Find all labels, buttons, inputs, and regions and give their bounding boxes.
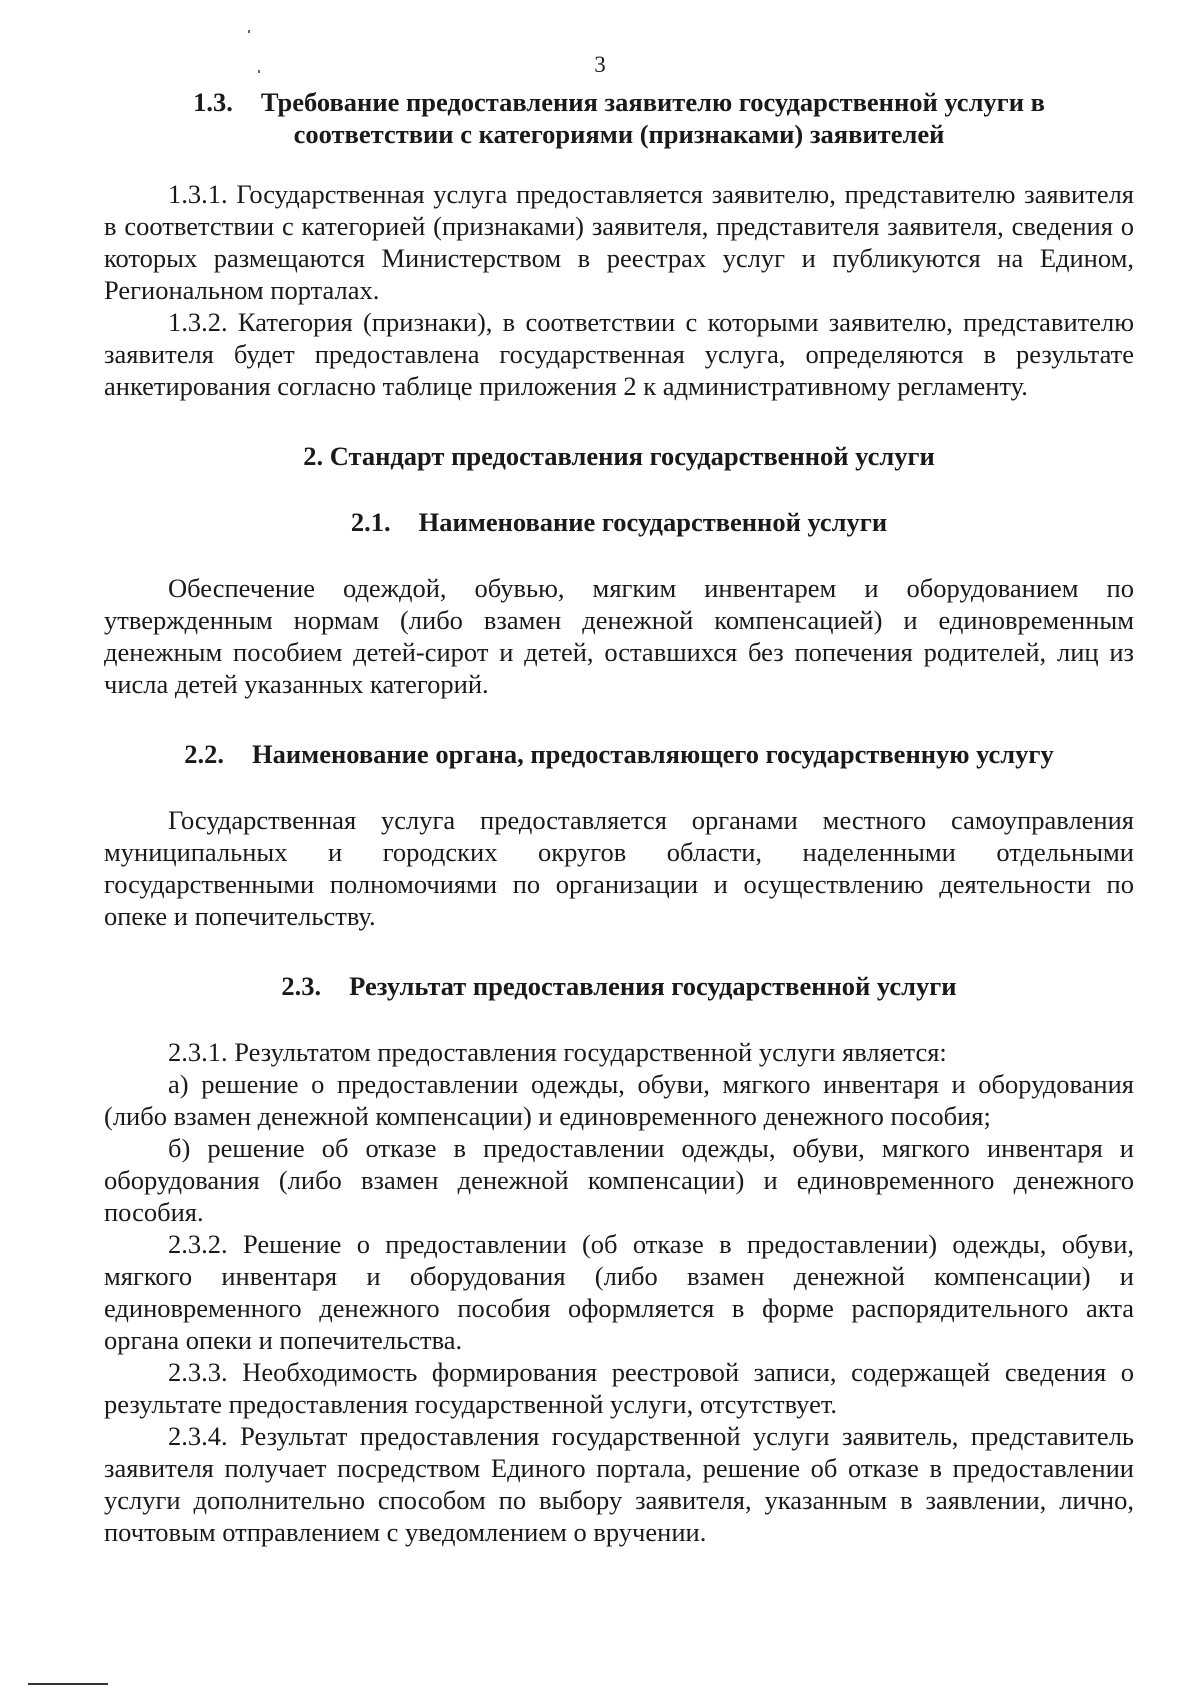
document-body [104, 86, 1134, 1548]
paragraph-1-3-2: 1.3.2. Категория (признаки), в соответствии с которыми заявителю, представителю заявителя будет предоставлена государственная услуга, определяются в результате анкетирования согласно таблице приложения 2 к административному регламенту. [104, 307, 1134, 401]
heading-2-3-number: 2.3. [281, 971, 322, 1001]
heading-1-3 [104, 86, 1134, 150]
paragraph-2-3-1: 2.3.1. Результатом предоставления государственной услуги является: [168, 1037, 947, 1067]
scan-edge-mark [28, 1683, 108, 1685]
paragraph-2-2: Государственная услуга предоставляется органами местного самоуправления муниципальных и городских округов области, наделенными отдельными государственными полномочиями по организации и осуществлению деятельности по опеке и попечительству. [104, 805, 1134, 931]
heading-2-3-title: Результат предоставления государственной услуги [349, 971, 957, 1001]
paragraph-1-3-1: 1.3.1. Государственная услуга предоставляется заявителю, представителю заявителя в соответствии с категорией (признаками) заявителя, представителя заявителя, сведения о которых размещаются Министерством в реестрах услуг и публикуются на Едином, Региональном порталах. [104, 179, 1134, 305]
paragraph-2-3-3: 2.3.3. Необходимость формирования реестровой записи, содержащей сведения о результате предоставления государственной услуги, отсутствует. [104, 1357, 1134, 1419]
paragraph-2-3-1-a: а) решение о предоставлении одежды, обуви, мягкого инвентаря и оборудования (либо взамен денежной компенсации) и единовременного денежного пособия; [104, 1069, 1134, 1131]
paragraph-2-3-2: 2.3.2. Решение о предоставлении (об отказе в предоставлении) одежды, обуви, мягкого инвентаря и оборудования (либо взамен денежной компенсации) и единовременного денежного пособия оформляется в форме распорядительного акта органа опеки и попечительства. [104, 1229, 1134, 1355]
paragraph-2-3-1-b: б) решение об отказе в предоставлении одежды, обуви, мягкого инвентаря и оборудования (либо взамен денежной компенсации) и единовременного денежного пособия. [104, 1133, 1134, 1227]
heading-2-2-title: Наименование органа, предоставляющего государственную услугу [252, 739, 1054, 769]
heading-1-3-title-line1: Требование предоставления заявителю государственной услуги в [260, 87, 1045, 117]
page-number: 3 [594, 52, 606, 77]
scan-speck [248, 30, 250, 33]
paragraph-2-3-4: 2.3.4. Результат предоставления государственной услуги заявитель, представитель заявителя получает посредством Единого портала, решение об отказе в предоставлении услуги дополнительно способом по выбору заявителя, указанным в заявлении, лично, почтовым отправлением с уведомлением о вручении. [104, 1421, 1134, 1547]
heading-2: 2. Стандарт предоставления государственной услуги [303, 441, 935, 471]
heading-2-2 [104, 738, 1134, 770]
heading-1-3-title-line2: соответствии с категориями (признаками) заявителей [293, 119, 945, 149]
heading-2-1 [104, 506, 1134, 538]
heading-1-3-number: 1.3. [193, 87, 233, 117]
paragraph-2-1: Обеспечение одеждой, обувью, мягким инвентарем и оборудованием по утвержденным нормам (либо взамен денежной компенсацией) и единовременным денежным пособием детей-сирот и детей, оставшихся без попечения родителей, лиц из числа детей указанных категорий. [104, 573, 1134, 699]
heading-2-1-number: 2.1. [350, 507, 391, 537]
heading-2-2-number: 2.2. [184, 739, 225, 769]
heading-2-1-title: Наименование государственной услуги [418, 507, 888, 537]
heading-2-3 [104, 970, 1134, 1002]
